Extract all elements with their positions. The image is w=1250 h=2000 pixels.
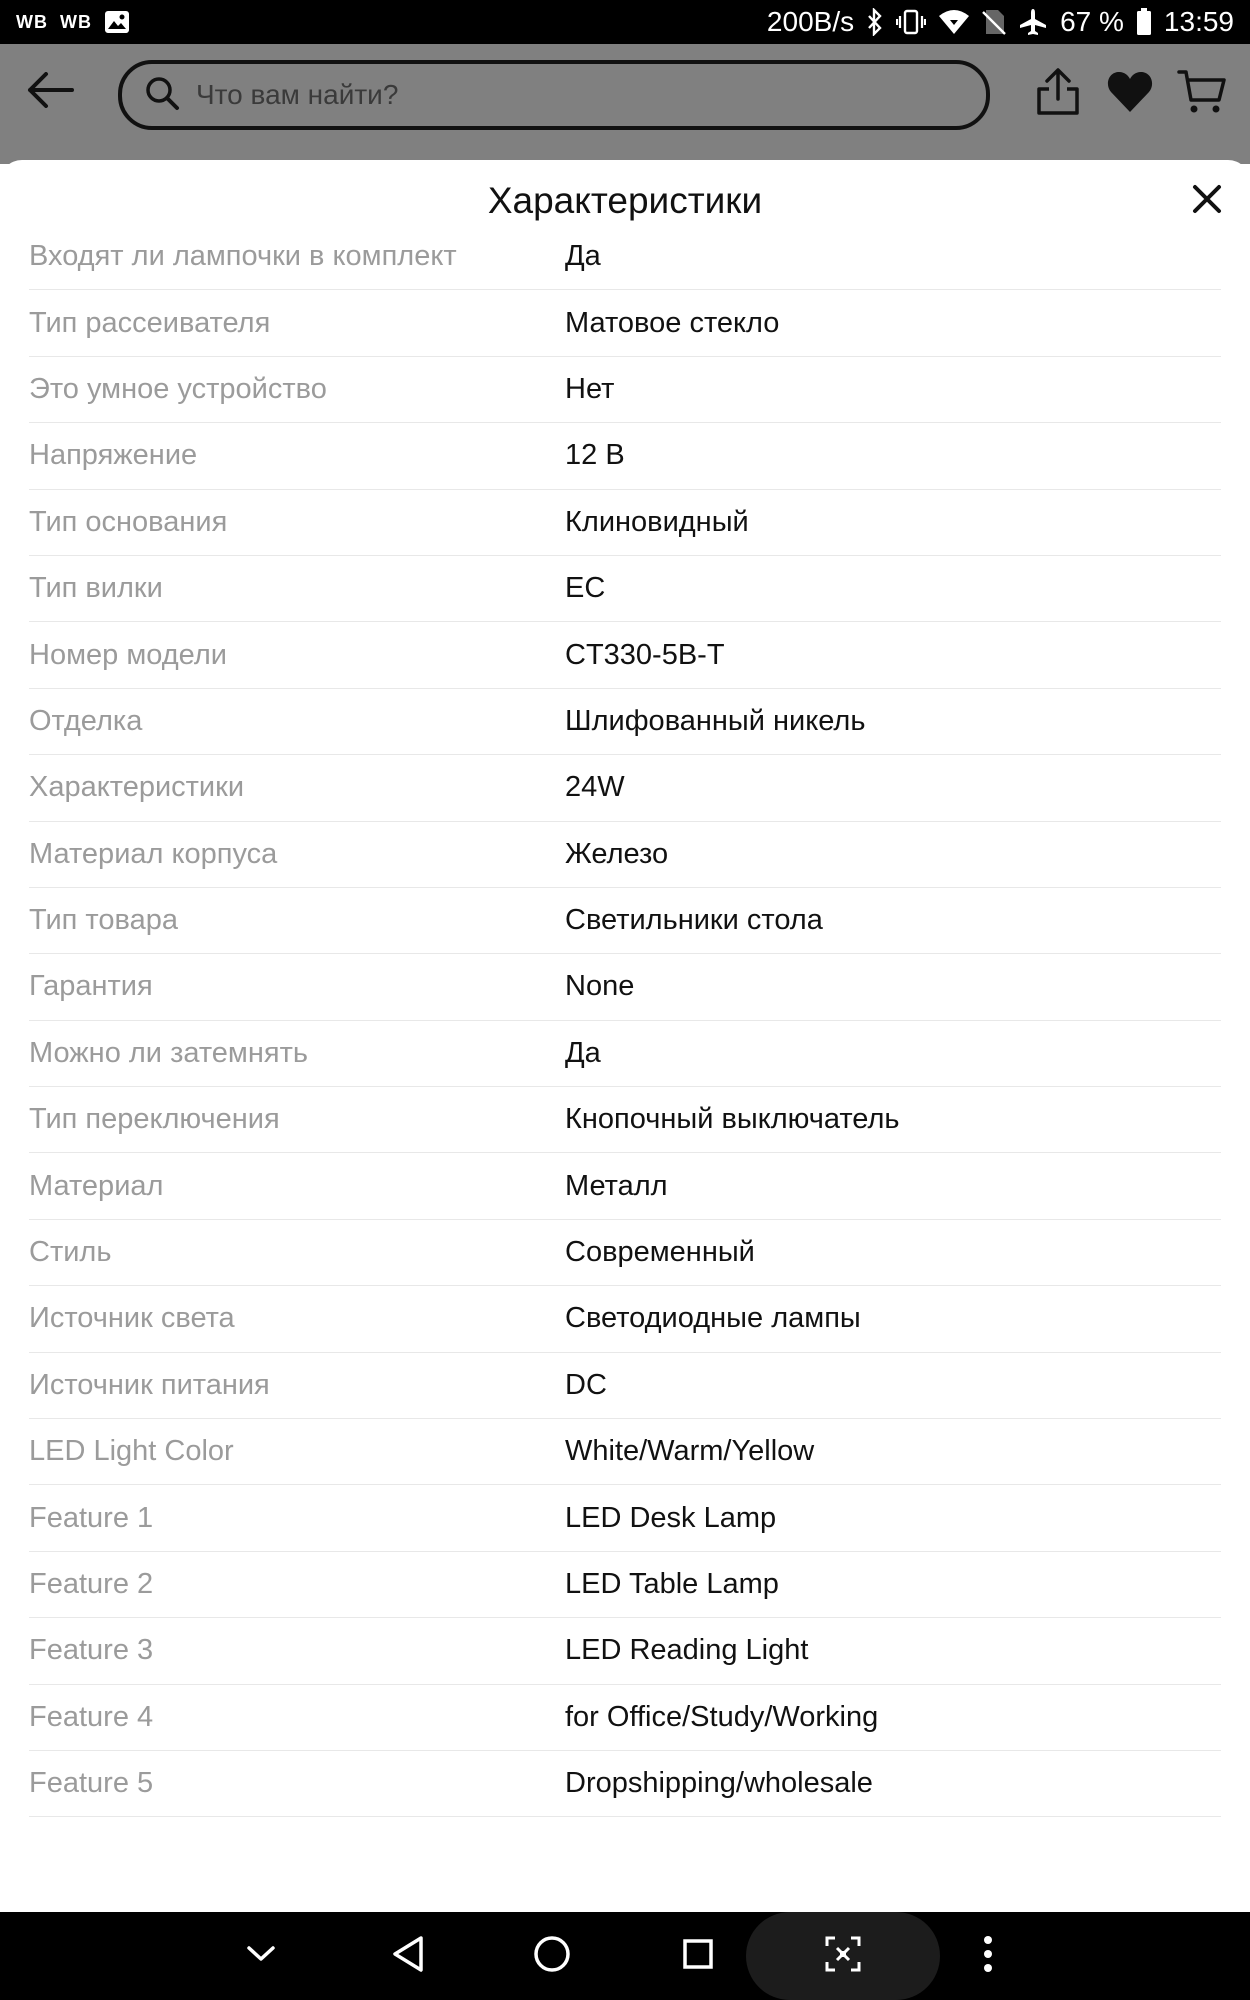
spec-row [29, 1618, 1221, 1684]
spec-row [29, 1751, 1221, 1817]
sheet-title: Характеристики [487, 180, 763, 221]
spec-row [29, 1685, 1221, 1751]
spec-row [29, 357, 1221, 423]
spec-value: ЕС [565, 572, 606, 605]
spec-value: LED Table Lamp [565, 1568, 779, 1600]
bluetooth-icon [866, 8, 884, 36]
spec-key: Тип переключения [29, 1103, 280, 1136]
spec-row [29, 556, 1221, 622]
search-placeholder: Что вам найти? [196, 79, 399, 110]
cart-icon [1177, 68, 1227, 121]
spec-key: Можно ли затемнять [29, 1036, 308, 1069]
back-button[interactable] [24, 72, 76, 112]
spec-key: Это умное устройство [29, 372, 327, 405]
navigation-bar [0, 1912, 1250, 2000]
spec-key: LED Light Color [29, 1435, 234, 1468]
spec-key: Feature 1 [29, 1501, 154, 1534]
spec-value: Да [565, 240, 601, 273]
spec-key: Источник питания [29, 1368, 270, 1401]
wifi-icon [938, 8, 970, 36]
spec-value: None [565, 970, 635, 1003]
spec-value: Кнопочный выключатель [565, 1103, 900, 1136]
spec-key: Feature 4 [29, 1700, 154, 1733]
spec-key: Стиль [29, 1236, 112, 1269]
spec-row [29, 1552, 1221, 1618]
spec-row [29, 1087, 1221, 1153]
share-button[interactable] [1030, 66, 1086, 122]
spec-key: Входят ли лампочки в комплект [29, 240, 457, 273]
nav-back-button[interactable] [380, 1928, 436, 1984]
chevron-down-icon [245, 1944, 277, 1969]
nav-home-button[interactable] [524, 1928, 580, 1984]
spec-row [29, 290, 1221, 356]
spec-value: 24W [565, 771, 625, 804]
spec-key: Гарантия [29, 970, 153, 1003]
wb-notification-icon: WB [60, 11, 92, 32]
spec-key: Feature 3 [29, 1634, 154, 1667]
spec-row [29, 822, 1221, 888]
spec-row [29, 1153, 1221, 1219]
airplane-mode-icon [1018, 7, 1048, 37]
spec-key: Отделка [29, 704, 143, 737]
nav-recents-button[interactable] [670, 1928, 726, 1984]
vibrate-icon [896, 8, 926, 36]
spec-value: Современный [565, 1236, 755, 1269]
spec-value: Светодиодные лампы [565, 1302, 861, 1335]
heart-icon [1106, 70, 1154, 119]
spec-key: Характеристики [29, 771, 245, 804]
spec-row [29, 622, 1221, 688]
spec-row [29, 423, 1221, 489]
spec-value: 12 В [565, 439, 625, 472]
status-left [16, 10, 130, 34]
close-button[interactable] [1186, 180, 1228, 222]
battery-icon [1136, 8, 1152, 36]
spec-key: Номер модели [29, 638, 227, 671]
spec-value: CT330-5B-T [565, 638, 725, 671]
spec-value: Железо [565, 837, 669, 870]
spec-key: Тип вилки [29, 572, 163, 605]
spec-row [29, 888, 1221, 954]
spec-value: Да [565, 1036, 601, 1069]
screenshot-icon [825, 1936, 861, 1977]
spec-key: Тип рассеивателя [29, 306, 271, 339]
spec-row [29, 954, 1221, 1020]
hide-nav-button[interactable] [233, 1928, 289, 1984]
spec-value: for Office/Study/Working [565, 1700, 879, 1733]
spec-row [29, 490, 1221, 556]
spec-row [29, 224, 1221, 290]
spec-value: Шлифованный никель [565, 704, 866, 737]
battery-percent: 67 % [1060, 6, 1124, 37]
screenshot-button[interactable] [815, 1928, 871, 1984]
status-bar [0, 0, 1250, 44]
status-right [767, 6, 1234, 38]
wb-notification-icon: WB [16, 11, 48, 32]
image-notification-icon [104, 10, 130, 34]
spec-row [29, 1485, 1221, 1551]
spec-value: Клиновидный [565, 505, 749, 538]
spec-value: Dropshipping/wholesale [565, 1767, 873, 1800]
spec-value: White/Warm/Yellow [565, 1435, 815, 1468]
spec-value: Нет [565, 372, 615, 405]
spec-key: Материал [29, 1169, 164, 1202]
spec-key: Источник света [29, 1302, 235, 1335]
spec-row [29, 755, 1221, 821]
search-input[interactable] [118, 60, 990, 130]
spec-key: Напряжение [29, 439, 198, 472]
square-recents-icon [682, 1938, 714, 1975]
spec-row [29, 1419, 1221, 1485]
search-icon [144, 75, 180, 116]
spec-key: Feature 5 [29, 1767, 154, 1800]
favorite-button[interactable] [1102, 66, 1158, 122]
spec-row [29, 689, 1221, 755]
cart-button[interactable] [1174, 66, 1230, 122]
spec-value: LED Reading Light [565, 1634, 809, 1667]
spec-value: Светильники стола [565, 904, 823, 937]
spec-value: Матовое стекло [565, 306, 780, 339]
characteristics-sheet [0, 160, 1250, 1912]
arrow-left-icon [26, 72, 74, 113]
spec-list [29, 224, 1221, 1817]
page-header [0, 44, 1250, 164]
network-speed: 200B/s [766, 6, 855, 37]
spec-row [29, 1021, 1221, 1087]
share-icon [1035, 67, 1081, 122]
spec-row [29, 1353, 1221, 1419]
spec-key: Тип основания [29, 505, 228, 538]
spec-row [29, 1286, 1221, 1352]
spec-key: Feature 2 [29, 1568, 154, 1600]
circle-home-icon [533, 1935, 571, 1978]
spec-value: Металл [565, 1169, 668, 1202]
close-icon [1192, 184, 1222, 219]
spec-key: Материал корпуса [29, 837, 278, 870]
more-vertical-icon [982, 1935, 994, 1978]
triangle-back-icon [391, 1935, 425, 1978]
clock: 13:59 [1163, 6, 1234, 37]
more-options-button[interactable] [960, 1928, 1016, 1984]
spec-value: DC [565, 1368, 607, 1401]
spec-row [29, 1220, 1221, 1286]
no-sim-icon [982, 8, 1006, 36]
spec-key: Тип товара [29, 904, 178, 937]
spec-value: LED Desk Lamp [565, 1501, 777, 1534]
